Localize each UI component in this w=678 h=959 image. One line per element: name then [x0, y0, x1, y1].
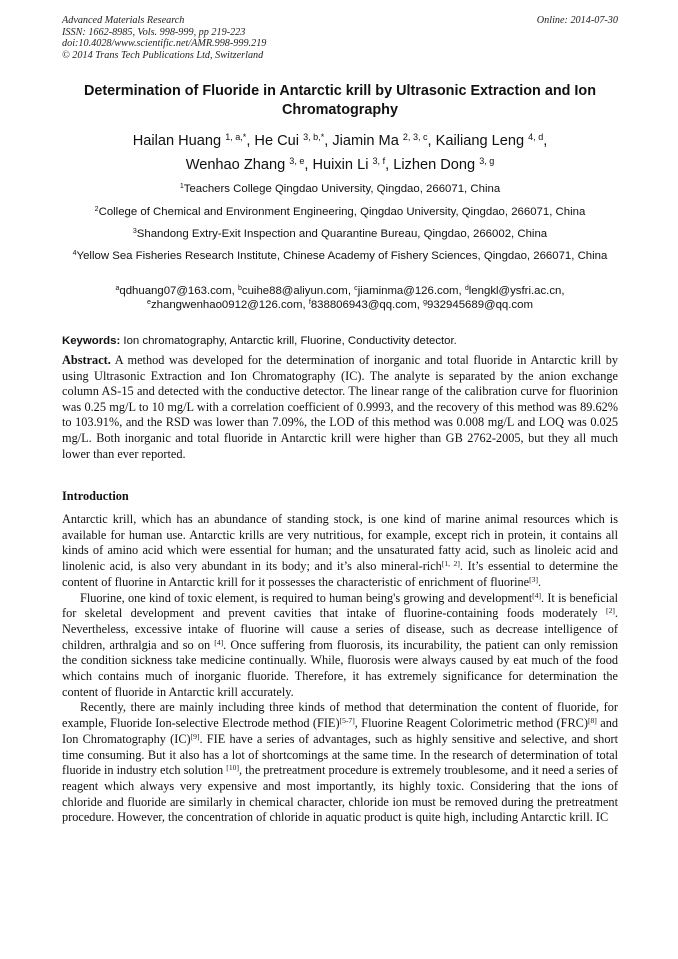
paragraph-text: and Ion Chromatography (IC) — [62, 716, 618, 746]
author-name: Huixin Li — [312, 157, 369, 173]
journal-name: Advanced Materials Research — [62, 15, 185, 26]
citation-ref: [4] — [532, 590, 542, 600]
email-address: qdhuang07@163.com — [119, 285, 232, 297]
issn-line: ISSN: 1662-8985, Vols. 998-999, pp 219-223 — [62, 26, 246, 38]
paragraph-text: , Fluorine Reagent Colorimetric method (FRC) — [354, 716, 588, 731]
email-address: 932945689@qq.com — [427, 299, 533, 311]
paragraph-text: . Nevertheless, excessive intake of fluorine will cause a series of disease, such as decrease intelligence of children, arthralgia and so on — [62, 606, 618, 652]
affiliation-1 — [62, 182, 618, 197]
citation-ref: [3] — [529, 574, 539, 584]
journal-header — [62, 15, 618, 61]
affiliation-number: 4 — [72, 250, 77, 258]
affiliation-4 — [62, 249, 618, 264]
author-superscript: 1, a,* — [225, 132, 247, 143]
introduction-body — [62, 512, 618, 826]
affiliation-number: 3 — [132, 228, 137, 236]
email-superscript: c — [354, 285, 358, 293]
affiliation-text: Yellow Sea Fisheries Research Institute, Chinese Academy of Fishery Sciences, Qingdao, 266071, China — [76, 250, 608, 262]
affiliation-text: Shandong Extry-Exit Inspection and Quarantine Bureau, Qingdao, 266002, China — [136, 228, 548, 240]
citation-ref: [8] — [587, 715, 597, 725]
email-superscript: d — [464, 285, 469, 293]
keywords-label: Keywords: — [62, 335, 121, 347]
keywords-text: Ion chromatography, Antarctic krill, Fluorine, Conductivity detector. — [123, 335, 457, 347]
citation-ref: [9] — [190, 731, 200, 741]
section-heading-introduction: Introduction — [62, 489, 129, 503]
affiliation-text: College of Chemical and Environment Engineering, Qingdao University, Qingdao, 266071, China — [98, 206, 586, 218]
abstract-text: A method was developed for the determination of inorganic and total fluoride in Antarctic krill by using Ultrasonic Extraction and Ion Chromatography (IC). The analyte is separated by the anion exchange column AS-15 and detected with the conductive detector. The linear range of the calibration curve for fluorinion was 0.25 mg/L to 10 mg/L with a correlation coefficient of 0.9993, and the recovery of this method was 89.62% to 103.91%, and the RSD was lower than 7.09%, the LOD of this method was 0.008 mg/L and LOQ was 0.025 mg/L. Both inorganic and total fluoride in Antarctic krill were higher than GB 2762-2005, but they all much lower than ever reported. — [62, 353, 618, 461]
email-superscript: f — [308, 299, 311, 307]
author-name: Kailiang Leng — [435, 133, 525, 149]
online-date: Online: 2014-07-30 — [536, 15, 618, 26]
paragraph-text: . It is beneficial for skeletal development and prevent cavities that intake of fluorine-containing foods moderately — [62, 590, 619, 621]
paragraph-text: . It’s essential to determine the content of fluorine in Antarctic krill for it possesses the characteristic of enrichment of fluorine — [62, 559, 618, 589]
author-superscript: 4, d — [528, 132, 544, 143]
email-separator: , — [231, 285, 238, 297]
body-paragraph — [62, 512, 618, 591]
author-separator: , — [324, 133, 333, 149]
affiliation-number: 1 — [179, 183, 184, 191]
keywords — [62, 334, 618, 348]
author-superscript: 3, g — [479, 156, 495, 167]
email-address: jiaminma@126.com — [357, 285, 459, 297]
author-name: Lizhen Dong — [393, 157, 476, 173]
author-separator: , — [304, 157, 313, 173]
affiliation-number: 2 — [94, 206, 99, 214]
email-superscript: a — [115, 285, 120, 293]
email-separator: , — [458, 285, 465, 297]
email-separator: , — [416, 299, 424, 311]
paragraph-text: Recently, there are mainly including three kinds of method that determination the content of fluoride, for example, Fluoride Ion-selective Electrode method (FIE) — [62, 700, 618, 731]
citation-ref: [5-7] — [339, 715, 355, 725]
paragraph-text: , the pretreatment procedure is extremely troublesome, and it need a series of reagent which always very expensive and most importantly, its highly toxic. Considering that the ions of chloride and fluoride are similarly in chemical character, chloride ion must be removed during the pretreatment procedure. However, the concentration of chloride in aquatic product is quite high, including Antarctic krill. IC — [62, 763, 619, 825]
email-address: zhangwenhao0912@126.com — [150, 299, 303, 311]
email-superscript: b — [237, 285, 242, 293]
paragraph-text: . FIE have a series of advantages, such as highly sensitive and selective, and short time consuming. But it also has a lot of shortcomings at the same time. In the research of determination of total fluoride in industry etch solution — [62, 731, 618, 778]
author-superscript: 3, f — [372, 156, 386, 167]
email-separator: , — [347, 285, 355, 297]
email-superscript: e — [147, 299, 151, 307]
author-separator: , — [246, 133, 255, 149]
body-paragraph — [62, 591, 618, 701]
copyright-line: © 2014 Trans Tech Publications Ltd, Switzerland — [62, 49, 264, 61]
affiliation-3 — [62, 227, 618, 242]
email-address: lengkl@ysfri.ac.cn — [468, 285, 562, 297]
doi-line: doi:10.4028/www.scientific.net/AMR.998-999.219 — [62, 38, 267, 50]
affiliation-text: Teachers College Qingdao University, Qingdao, 266071, China — [183, 183, 501, 195]
email-separator: , — [302, 299, 309, 311]
paragraph-text: Fluorine, one kind of toxic element, is required to human being's growing and development — [80, 590, 533, 605]
paper-title: Determination of Fluoride in Antarctic krill by Ultrasonic Extraction and Ion Chromatography — [83, 83, 596, 118]
author-name: He Cui — [254, 133, 300, 149]
citation-ref: [4] — [214, 637, 224, 647]
email-separator: , — [561, 285, 565, 297]
author-separator: , — [543, 133, 548, 149]
citation-ref: [1, 2] — [441, 558, 460, 568]
email-address: cuihe88@aliyun.com — [241, 285, 348, 297]
author-superscript: 2, 3, c — [402, 132, 428, 143]
abstract — [62, 353, 618, 462]
abstract-label: Abstract. — [62, 353, 111, 367]
author-superscript: 3, e — [289, 156, 305, 167]
author-separator: , — [385, 157, 394, 173]
author-name: Jiamin Ma — [332, 133, 399, 149]
author-superscript: 3, b,* — [303, 132, 325, 143]
paragraph-text: . — [538, 574, 542, 589]
body-paragraph — [62, 700, 618, 826]
email-superscript: g — [423, 299, 428, 307]
author-name: Hailan Huang — [132, 133, 222, 149]
paragraph-text: Antarctic krill, which has an abundance of standing stock, is one kind of marine animal resources which is available for human use. Antarctic krills are very nutritious, for example, except rich in protein, it contains all kinds of amino acid which were essential for human; and the unsaturated fatty acid, such as linoleic acid and linolenic acid, is also very abundant in its body; and it’s also mineral-rich — [62, 512, 618, 574]
author-list — [62, 129, 618, 177]
email-list — [62, 284, 618, 312]
affiliation-2 — [62, 205, 618, 220]
citation-ref: [2] — [606, 606, 615, 616]
author-separator: , — [427, 133, 436, 149]
citation-ref: [10] — [226, 763, 239, 773]
author-name: Wenhao Zhang — [185, 157, 286, 173]
paragraph-text: . Once suffering from fluorosis, its incurability, the patient can only remission the condition sickness take medicine continually. While, fluorosis were always caused by eat much of the food which contains much of inorganic fluoride. Therefore, it has extremely significance for determination the content of fluoride in Antarctic krill accurately. — [62, 637, 618, 699]
email-address: 838806943@qq.com — [310, 299, 417, 311]
